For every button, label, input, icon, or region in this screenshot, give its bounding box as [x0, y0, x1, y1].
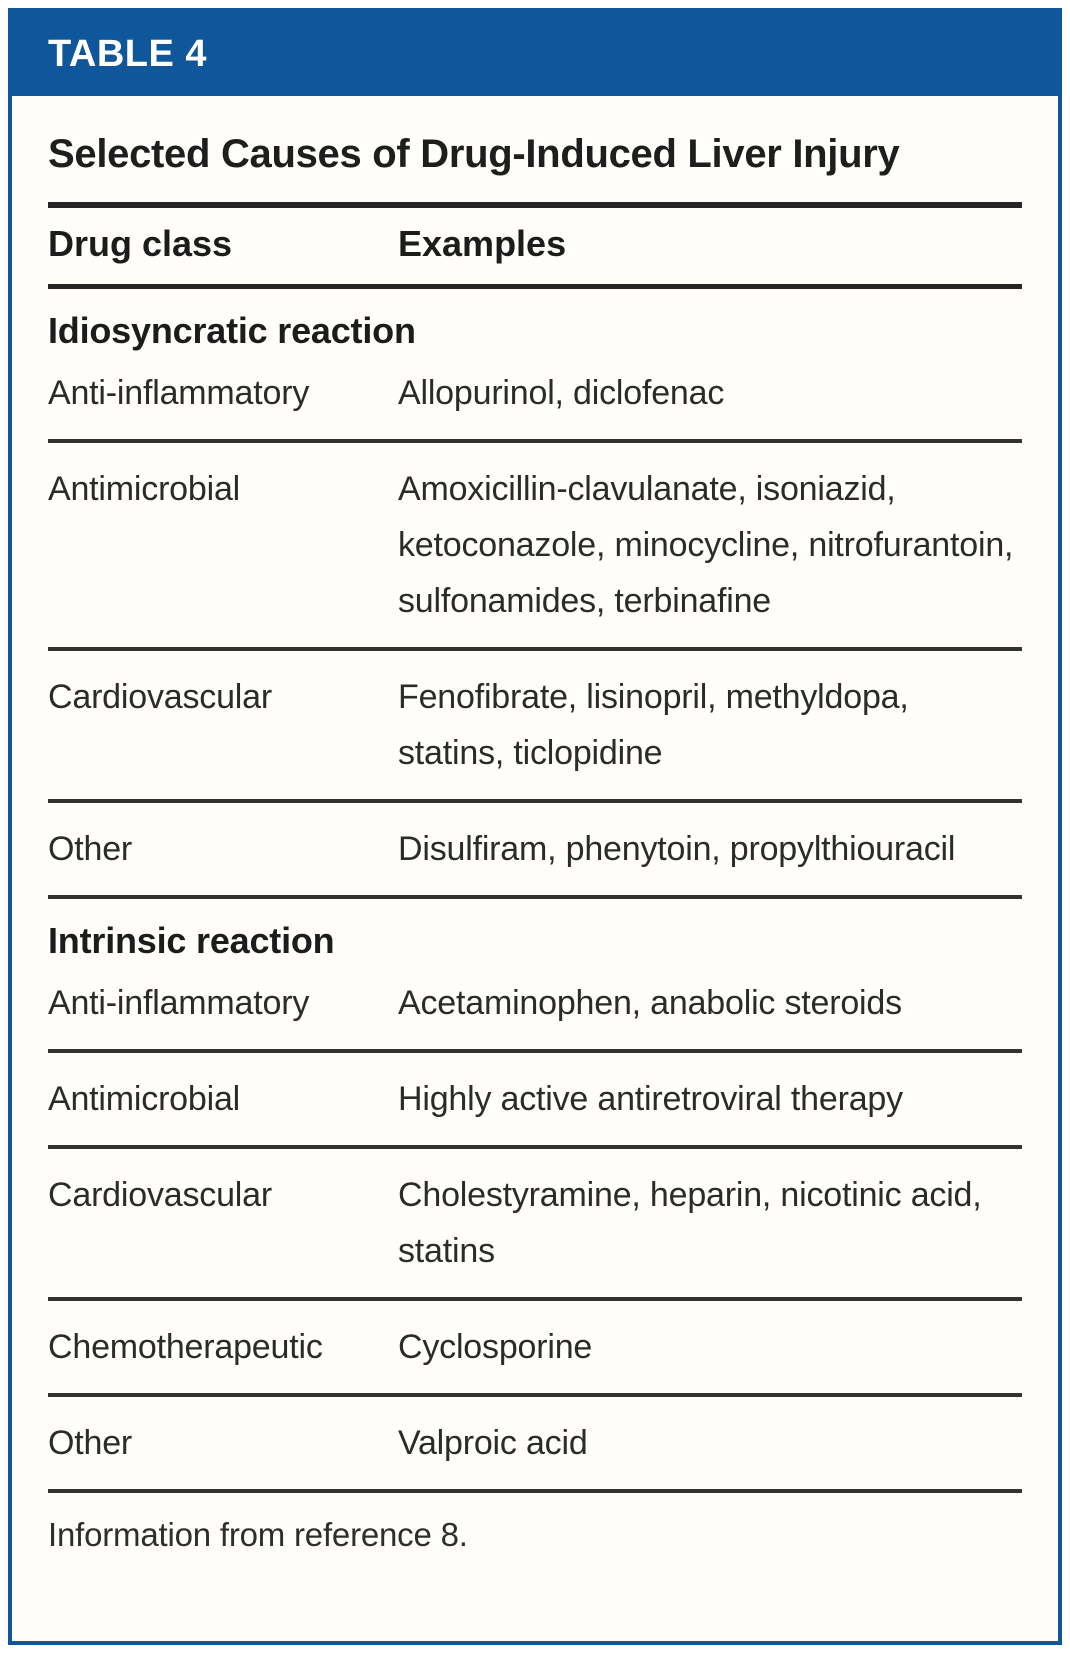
examples-cell: Cyclosporine	[398, 1328, 593, 1366]
drug-class-cell: Antimicrobial	[48, 1080, 241, 1118]
table-row	[48, 963, 1022, 1053]
table-row	[48, 1053, 1022, 1149]
examples-cell: Cholestyramine, heparin, nicotinic acid, statins	[398, 1176, 982, 1270]
drug-class-cell: Chemotherapeutic	[48, 1328, 323, 1366]
table-row	[48, 443, 1022, 651]
column-header-examples: Examples	[398, 223, 567, 264]
source-footnote: Information from reference 8.	[48, 1516, 468, 1553]
drug-class-cell: Other	[48, 1424, 133, 1462]
column-header-drug-class: Drug class	[48, 223, 233, 264]
drug-table	[48, 202, 1022, 1493]
examples-cell: Valproic acid	[398, 1424, 588, 1462]
column-header-row	[48, 208, 1022, 289]
table-body	[12, 130, 1058, 1555]
drug-class-cell: Anti-inflammatory	[48, 374, 310, 412]
examples-cell: Allopurinol, diclofenac	[398, 374, 725, 412]
table-header-bar	[12, 12, 1058, 96]
drug-class-cell: Other	[48, 830, 133, 868]
examples-cell: Disulfiram, phenytoin, propylthiouracil	[398, 830, 956, 868]
table-row	[48, 651, 1022, 803]
table-row	[48, 1301, 1022, 1397]
examples-cell: Amoxicillin-clavulanate, isoniazid, ketoconazole, minocycline, nitrofurantoin, sulfonamides, terbinafine	[398, 470, 1014, 620]
section-heading-idiosyncratic: Idiosyncratic reaction	[48, 310, 416, 351]
table-card	[8, 8, 1062, 1645]
examples-cell: Highly active antiretroviral therapy	[398, 1080, 903, 1118]
section-heading-intrinsic: Intrinsic reaction	[48, 920, 335, 961]
drug-class-cell: Anti-inflammatory	[48, 984, 310, 1022]
examples-cell: Acetaminophen, anabolic steroids	[398, 984, 902, 1022]
table-row	[48, 803, 1022, 899]
table-row	[48, 1149, 1022, 1301]
table-title: Selected Causes of Drug-Induced Liver Injury	[48, 132, 900, 176]
table-number-label: TABLE 4	[48, 32, 208, 75]
drug-class-cell: Antimicrobial	[48, 470, 241, 508]
table-row	[48, 353, 1022, 443]
examples-cell: Fenofibrate, lisinopril, methyldopa, statins, ticlopidine	[398, 678, 909, 772]
drug-class-cell: Cardiovascular	[48, 1176, 272, 1214]
table-row	[48, 1397, 1022, 1493]
drug-class-cell: Cardiovascular	[48, 678, 272, 716]
